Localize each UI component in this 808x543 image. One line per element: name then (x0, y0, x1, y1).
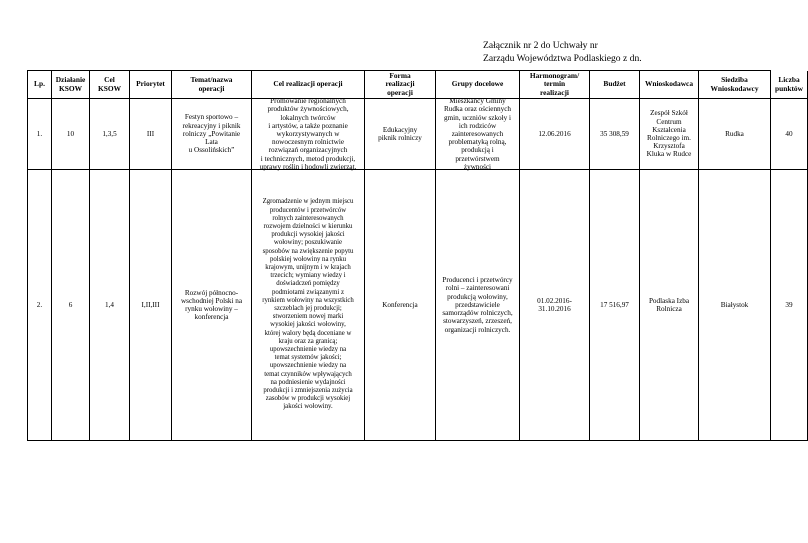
cell-text-line: Edukacyjny (382, 125, 418, 134)
row-2-cel-ksow (90, 170, 130, 441)
cell-text-line: Lp. (34, 79, 45, 89)
cell-text-line: KSOW (98, 83, 121, 93)
cell-text-line: podmiotami związanymi z (271, 288, 345, 296)
cell-text-line: sposobów na zwiększenie popytu (262, 247, 354, 255)
cell-text-line: której walory będą doceniane w (264, 329, 352, 337)
cell-text-line: krajowym, unijnym i w krajach (265, 263, 351, 271)
row-1-harmonogram-termin (520, 99, 590, 170)
attachment-title: Załącznik nr 2 do Uchwały nr (483, 40, 598, 51)
cell-text-line: termin (543, 79, 566, 89)
cell-text-line: Centrum (656, 117, 682, 126)
cell-text-line: 40 (785, 129, 793, 138)
cell-text-line: temat systemów jakości; (274, 354, 342, 362)
cell-text-line: 6 (68, 300, 73, 309)
cell-text-line: produkcji wysokiej jakości (271, 231, 345, 239)
cell-text-line: upowszechnienie wiedzy na (269, 362, 347, 370)
header-cel-realizacji-operacji (252, 71, 365, 99)
cell-text-line: nowoczesnym rolnictwie (271, 138, 345, 147)
cell-text-line: stworzeniem nowej marki (272, 313, 344, 321)
cell-text-line: trzecich; wymiany wiedzy i (270, 272, 346, 280)
cell-text-line: produkcji i zmniejszenia zużycia (263, 387, 353, 395)
cell-text-line: 1. (36, 129, 43, 138)
row-1-liczba-punktow (771, 99, 808, 170)
cell-text-line: konferencja (194, 313, 229, 322)
cell-text-line: Cel (104, 75, 115, 85)
header-priorytet (130, 71, 172, 99)
row-1-forma-realizacji (365, 99, 436, 170)
cell-text-line: Zgromadzenie w jednym miejscu (262, 198, 354, 206)
cell-text-line: Budżet (603, 79, 626, 89)
cell-text-line: 39 (785, 300, 793, 309)
cell-text-line: III (146, 129, 155, 138)
cell-text-line: u Ossolińskich” (188, 146, 235, 155)
cell-text-line: Producenci i przetwórcy (442, 276, 513, 285)
cell-text-line: 2. (36, 300, 43, 309)
cell-text-line: Wnioskodawcy (710, 83, 759, 93)
cell-text-line: Działanie (55, 75, 86, 85)
row-1-dzialanie-ksow (52, 99, 90, 170)
cell-text-line: KSOW (59, 83, 82, 93)
header-siedziba-wnioskodawcy (699, 71, 771, 99)
header-liczba-punktow (771, 71, 808, 99)
cell-text-line: rekreacyjny i piknik (182, 121, 241, 130)
cell-text-line: uprawy roślin i hodowli zwierząt. (259, 162, 357, 171)
cell-text-line: przetwórstwem (455, 154, 500, 163)
cell-text-line: gmin, uczniów szkoły i (443, 113, 512, 122)
cell-text-line: 12.06.2016 (538, 129, 571, 138)
cell-text-line: Harmonogram/ (529, 71, 580, 81)
cell-text-line: Krzysztofa (653, 142, 685, 151)
cell-text-line: wschodniej Polski na (180, 296, 243, 305)
row-1-cel-ksow (90, 99, 130, 170)
row-1-priorytet (130, 99, 172, 170)
cell-text-line: rynku wołowiny – (185, 305, 238, 313)
cell-text-line: temat czynników wpływających (264, 370, 352, 378)
cell-text-line: Podlaska Izba (648, 296, 690, 305)
cell-text-line: produktów żywnościowych, (267, 105, 349, 114)
cell-text-line: rolni – zainteresowani (445, 284, 510, 293)
cell-text-line: polskiej wołowiny na rynku (269, 255, 347, 263)
cell-text-line: stowarzyszeń, zrzeszeń, (443, 317, 512, 326)
cell-text-line: i artystów, a także poznanie (268, 121, 348, 130)
header-cel-ksow (90, 71, 130, 99)
row-1-budzet (590, 99, 640, 170)
cell-text-line: zasobów w produkcji wysokiej (265, 395, 351, 403)
cell-text-line: organizacji rolniczych. (444, 325, 511, 334)
cell-text-line: rozwiązań organizacyjnych (268, 146, 348, 155)
cell-text-line: 17 516,97 (600, 300, 629, 309)
header-harmonogram-termin (520, 71, 590, 99)
cell-text-line: Białystok (720, 300, 749, 309)
row-2-dzialanie-ksow (52, 170, 90, 441)
cell-text-line: Promowanie regionalnych (270, 97, 346, 106)
cell-text-line: Kluka w Rudce (646, 150, 692, 159)
header-wnioskodawca (640, 71, 699, 99)
cell-text-line: Zespół Szkół (650, 109, 688, 118)
cell-text-line: operacji (387, 87, 413, 97)
cell-text-line: rolnych zainteresowanych (272, 214, 344, 222)
cell-text-line: realizacji (385, 79, 415, 89)
row-1-wnioskodawca (640, 99, 699, 170)
cell-text-line: wołowiny; poszukiwanie (273, 239, 343, 247)
cell-text-line: doświadczeń pomiędzy (276, 280, 340, 288)
cell-text-line: Temat/nazwa (190, 75, 233, 85)
cell-text-line: Konferencja (382, 300, 418, 309)
header-dzialanie-ksow (52, 71, 90, 99)
cell-text-line: producentów i przetwórców (269, 206, 347, 214)
header-grupy-docelowe (436, 71, 520, 99)
cell-text-line: Rudka (725, 129, 744, 138)
cell-text-line: na podniesienie wydajności (270, 378, 346, 386)
row-1-lp (28, 99, 52, 170)
header-budzet (590, 71, 640, 99)
cell-text-line: samorządów rolniczych, (442, 309, 513, 318)
cell-text-line: wykorzystywanych w (276, 129, 340, 138)
board-title: Zarządu Województwa Podlaskiego z dn. (483, 53, 642, 64)
cell-text-line: Siedziba (721, 75, 748, 85)
row-2-grupy-docelowe (436, 170, 520, 441)
cell-text-line: rynkiem wołowiny na wszystkich (262, 296, 354, 304)
cell-text-line: lokalnych twórców (280, 113, 336, 122)
row-2-wnioskodawca (640, 170, 699, 441)
cell-text-line: produkcją i (461, 146, 494, 155)
cell-text-line: Kształcenia (652, 125, 686, 134)
cell-text-line: Lata (205, 138, 218, 147)
cell-text-line: Liczba (778, 75, 800, 85)
cell-text-line: wysokiej jakości wołowiny, (270, 321, 346, 329)
cell-text-line: 01.02.2016- (537, 296, 572, 305)
row-1-temat-nazwa-operacji (172, 99, 252, 170)
cell-text-line: problematyką rolną, (448, 138, 507, 147)
cell-text-line: Rozwój północno- (184, 288, 239, 297)
cell-text-line: piknik rolniczy (378, 134, 422, 142)
cell-text-line: produkcją wołowiny, (447, 292, 508, 301)
cell-text-line: zainteresowanych (451, 129, 504, 138)
cell-text-line: ich rodziców (458, 121, 497, 130)
cell-text-line: rolniczy „Powitanie (182, 129, 241, 138)
cell-text-line: i technicznych, metod produkcji, (260, 154, 356, 163)
row-2-cel-realizacji-operacji (252, 170, 365, 441)
cell-text-line: Priorytet (136, 79, 165, 89)
cell-text-line: Rolniczego im. (647, 134, 691, 142)
cell-text-line: operacji (198, 83, 225, 93)
row-2-forma-realizacji (365, 170, 436, 441)
operations-table (27, 70, 803, 441)
cell-text-line: Rolnicza (656, 305, 682, 313)
cell-text-line: rozwojem dzielności w kierunku (263, 222, 353, 230)
row-2-temat-nazwa-operacji (172, 170, 252, 441)
row-1-grupy-docelowe (436, 99, 520, 170)
cell-text-line: 35 308,59 (600, 129, 629, 138)
cell-text-line: Festyn sportowo – (184, 113, 239, 122)
cell-text-line: jakości wołowiny. (283, 403, 333, 411)
cell-text-line: realizacji (539, 87, 569, 97)
row-2-budzet (590, 170, 640, 441)
row-1-cel-realizacji-operacji (252, 99, 365, 170)
cell-text-line: upowszechnienie wiedzy na (269, 346, 347, 354)
row-2-harmonogram-termin (520, 170, 590, 441)
row-2-lp (28, 170, 52, 441)
cell-text-line: punktów (775, 83, 803, 93)
cell-text-line: 31.10.2016 (538, 305, 571, 313)
cell-text-line: Mieszkańcy Gminy (449, 97, 506, 106)
cell-text-line: przedstawiciele (455, 300, 500, 309)
cell-text-line: kraju oraz za granicą; (278, 337, 338, 345)
cell-text-line: Rudka oraz ościennych (443, 105, 512, 114)
row-1-siedziba-wnioskodawcy (699, 99, 771, 170)
row-2-siedziba-wnioskodawcy (699, 170, 771, 441)
header-temat-nazwa-operacji (172, 71, 252, 99)
cell-text-line: Wnioskodawca (644, 79, 694, 89)
cell-text-line: 1,3,5 (102, 129, 117, 138)
cell-text-line: I,II,III (141, 300, 160, 309)
cell-text-line: żywności (463, 162, 492, 171)
cell-text-line: szczeblach jej produkcji; (274, 305, 342, 312)
cell-text-line: 1,4 (105, 300, 114, 309)
cell-text-line: Forma (389, 71, 411, 81)
row-2-liczba-punktow (771, 170, 808, 441)
cell-text-line: 10 (66, 129, 75, 138)
cell-text-line: Cel realizacji operacji (273, 79, 343, 89)
row-2-priorytet (130, 170, 172, 441)
cell-text-line: Grupy docelowe (451, 79, 504, 89)
header-lp (28, 71, 52, 99)
header-forma-realizacji (365, 71, 436, 99)
